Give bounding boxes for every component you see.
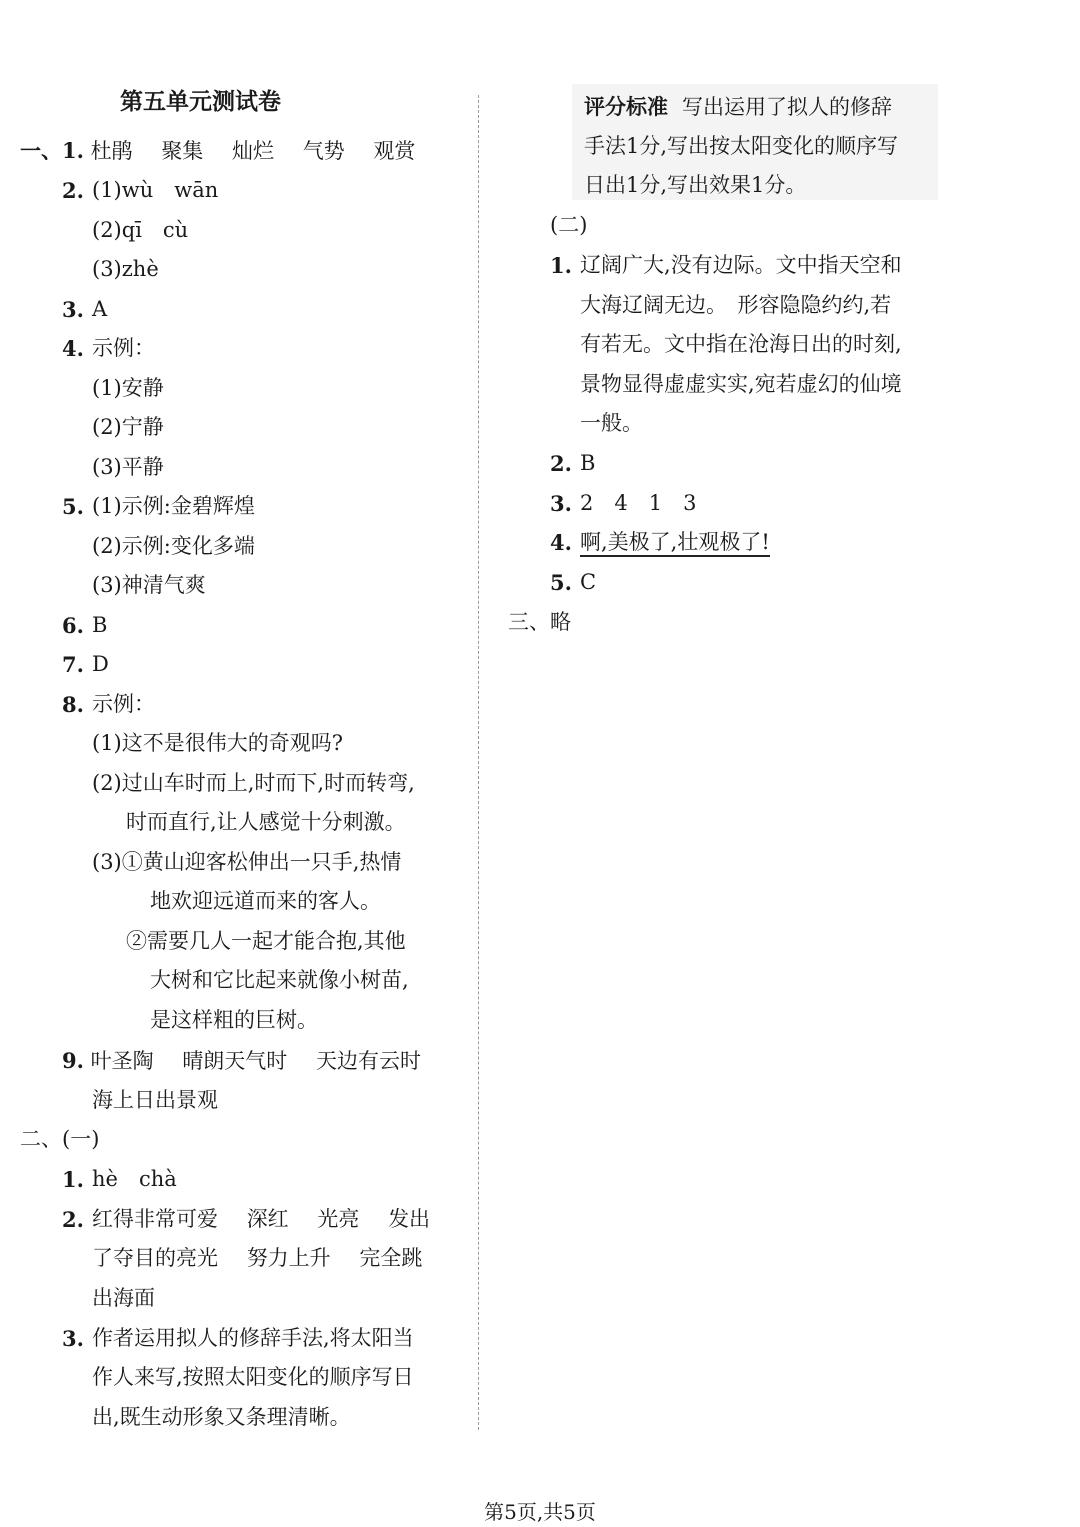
p2-item: 光亮 bbox=[317, 1207, 360, 1231]
scoring-text: 写出运用了拟人的修辞 bbox=[682, 95, 892, 119]
r4-answer: 啊,美极了,壮观极了! bbox=[580, 532, 770, 557]
r1-line: 有若无。文中指在沧海日出的时刻, bbox=[580, 332, 902, 356]
r2-answer: B bbox=[580, 451, 596, 475]
scoring-label: 评分标准 bbox=[584, 94, 668, 119]
q8-line: (1)这不是很伟大的奇观吗? bbox=[92, 731, 344, 755]
q9-item: 天边有云时 bbox=[316, 1049, 421, 1073]
q7-number: 7. bbox=[62, 652, 84, 677]
page-title: 第五单元测试卷 bbox=[120, 88, 281, 115]
page-footer: 第5页,共5页 bbox=[484, 1500, 596, 1524]
r1-number: 1. bbox=[550, 253, 572, 278]
scoring-line: 日出1分,写出效果1分。 bbox=[584, 173, 807, 197]
q2-line: (1)wù wān bbox=[92, 178, 219, 202]
p2-item: 了夺目的亮光 bbox=[92, 1246, 218, 1270]
q4-line: (2)宁静 bbox=[92, 415, 164, 439]
p2-number: 2. bbox=[62, 1207, 84, 1232]
p2-item: 努力上升 bbox=[246, 1246, 331, 1270]
q8-line: (2)过山车时而上,时而下,时而转弯, bbox=[92, 771, 415, 795]
r1-line: 大海辽阔无边。 形容隐隐约约,若 bbox=[580, 293, 892, 317]
q6-number: 6. bbox=[62, 613, 84, 638]
q5-line: (1)示例:金碧辉煌 bbox=[92, 494, 255, 518]
q9 bbox=[62, 1050, 421, 1072]
r3-answer: 2 4 1 3 bbox=[580, 491, 697, 515]
p3-number: 3. bbox=[62, 1326, 84, 1351]
q5-line: (3)神清气爽 bbox=[92, 573, 206, 597]
scoring-line: 手法1分,写出按太阳变化的顺序写 bbox=[584, 134, 899, 158]
r3-number: 3. bbox=[550, 491, 572, 516]
q8-line: (3)①黄山迎客松伸出一只手,热情 bbox=[92, 850, 402, 874]
q3-number: 3. bbox=[62, 297, 84, 322]
section-3 bbox=[508, 612, 571, 633]
q4-line: (3)平静 bbox=[92, 455, 164, 479]
section-2-label: 二、(一) bbox=[20, 1127, 100, 1151]
q4-number: 4. bbox=[62, 336, 84, 361]
p2-item: 完全跳 bbox=[359, 1246, 423, 1270]
p2-line bbox=[92, 1209, 430, 1230]
q2-line: (2)qī cù bbox=[92, 218, 189, 242]
q9-item: 叶圣陶 bbox=[90, 1049, 154, 1073]
q8-text: 示例： bbox=[92, 692, 155, 716]
column-divider bbox=[478, 95, 479, 1430]
q3-answer: A bbox=[92, 297, 108, 321]
r5-answer: C bbox=[580, 570, 597, 594]
p2-line bbox=[92, 1248, 422, 1269]
q9-line: 海上日出景观 bbox=[92, 1088, 218, 1112]
q8-line: 地欢迎远道而来的客人。 bbox=[150, 889, 381, 913]
p3-line: 作者运用拟人的修辞手法,将太阳当 bbox=[92, 1326, 414, 1350]
q4-line: (1)安静 bbox=[92, 376, 164, 400]
p2-line: 出海面 bbox=[92, 1286, 155, 1310]
p2-item: 红得非常可爱 bbox=[92, 1207, 218, 1231]
q5-number: 5. bbox=[62, 494, 84, 519]
q9-item: 晴朗天气时 bbox=[182, 1049, 288, 1073]
p3-line: 作人来写,按照太阳变化的顺序写日 bbox=[92, 1365, 414, 1389]
p1-number: 1. bbox=[62, 1167, 84, 1192]
r4-number: 4. bbox=[550, 530, 572, 555]
q1 bbox=[62, 140, 415, 162]
p3-line: 出,既生动形象又条理清晰。 bbox=[92, 1405, 351, 1429]
q2-line: (3)zhè bbox=[92, 257, 159, 281]
q1-number: 1. bbox=[62, 138, 84, 163]
q8-line: ②需要几人一起才能合抱,其他 bbox=[126, 929, 406, 953]
r1-line: 辽阔广大,没有边际。文中指天空和 bbox=[580, 253, 902, 277]
q6-answer: B bbox=[92, 613, 108, 637]
p2-item: 发出 bbox=[388, 1207, 431, 1231]
r1-line: 景物显得虚虚实实,宛若虚幻的仙境 bbox=[580, 372, 902, 396]
q4-text: 示例： bbox=[92, 336, 155, 360]
q8-line: 大树和它比起来就像小树苗, bbox=[150, 968, 409, 992]
q1-item: 观赏 bbox=[373, 139, 416, 163]
scoring-line bbox=[584, 96, 892, 118]
section-3-text: 略 bbox=[550, 610, 571, 634]
q7-answer: D bbox=[92, 652, 109, 676]
q1-item: 气势 bbox=[302, 139, 345, 163]
q8-line: 时而直行,让人感觉十分刺激。 bbox=[126, 810, 406, 834]
q8-number: 8. bbox=[62, 692, 84, 717]
q1-item: 灿烂 bbox=[232, 139, 274, 163]
r5-number: 5. bbox=[550, 570, 572, 595]
section-3-label: 三、 bbox=[508, 610, 550, 634]
p1-answer: hè chà bbox=[92, 1167, 177, 1191]
p2-item: 深红 bbox=[246, 1207, 289, 1231]
q9-number: 9. bbox=[62, 1048, 84, 1073]
section-1-label: 一、 bbox=[20, 138, 62, 163]
q8-line: 是这样粗的巨树。 bbox=[150, 1008, 318, 1032]
r2-number: 2. bbox=[550, 451, 572, 476]
q1-item: 聚集 bbox=[161, 139, 204, 163]
q1-item: 杜鹃 bbox=[90, 139, 133, 163]
q5-line: (2)示例:变化多端 bbox=[92, 534, 255, 558]
subsection-2-label: (二) bbox=[550, 213, 588, 237]
r1-line: 一般。 bbox=[580, 411, 643, 435]
q2-number: 2. bbox=[62, 178, 84, 203]
